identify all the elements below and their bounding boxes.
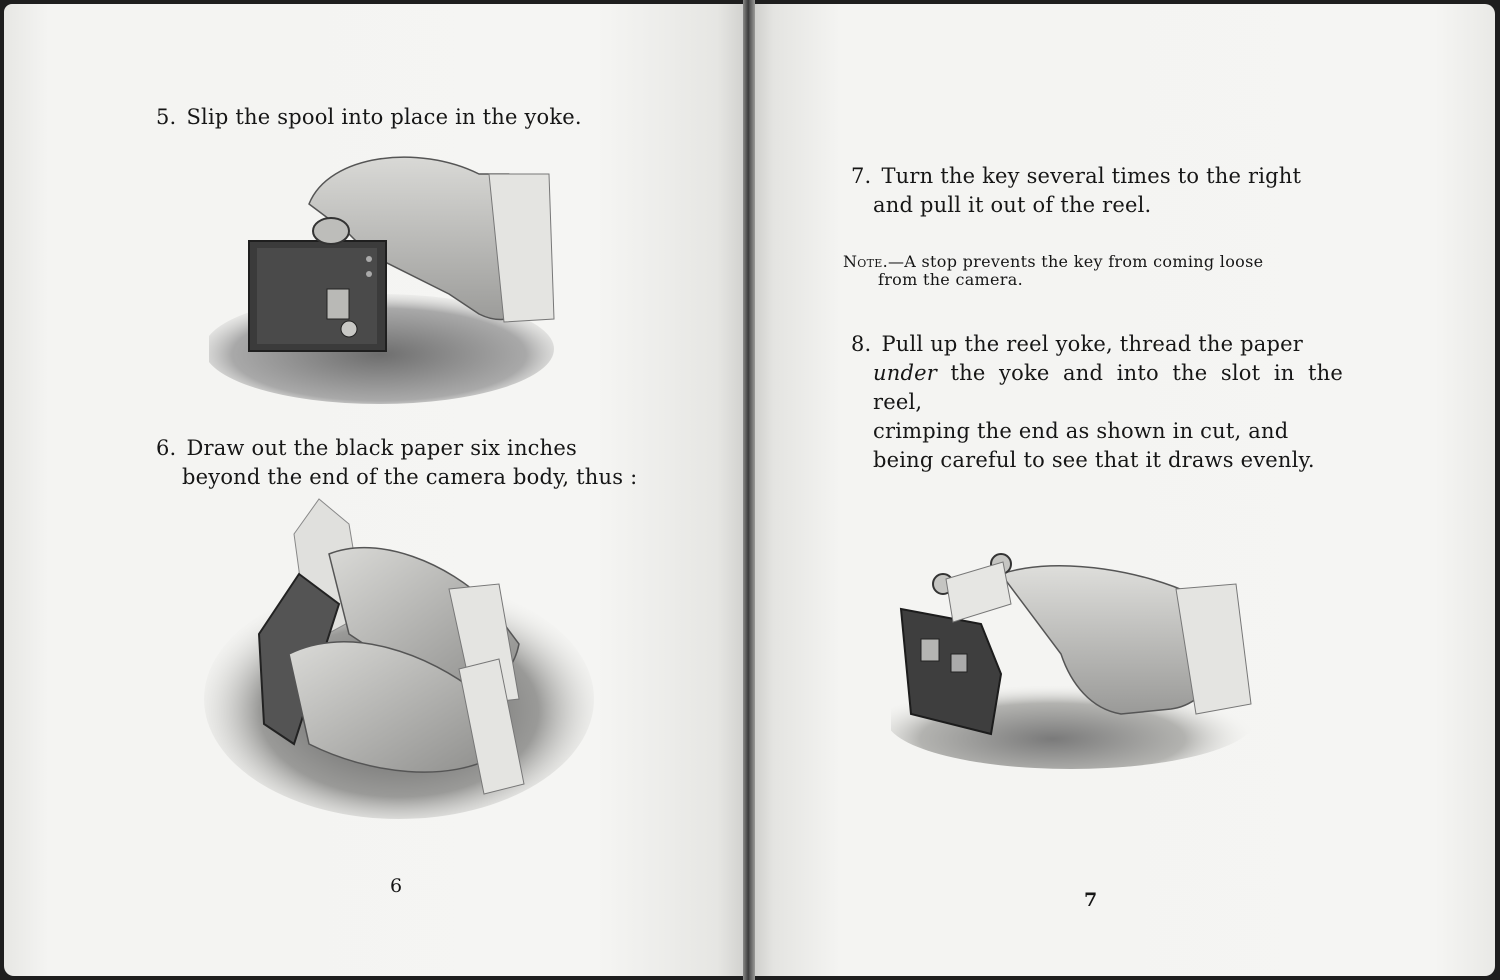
step-5-number: 5. [156,105,177,129]
step-8-line-4: being careful to see that it draws evenly. [873,448,1315,472]
step-8 [851,330,1343,475]
left-page [4,4,747,976]
step-5-text: Slip the spool into place in the yoke. [186,105,582,129]
step-8-line-1: 8. Pull up the reel yoke, thread the paper [851,332,1304,356]
step-7-number: 7. [851,164,872,188]
spool-insert-illustration [209,144,589,409]
book-gutter [743,0,755,980]
step-7 [851,162,1346,220]
step-8-line-3: crimping the end as shown in cut, and [873,419,1289,443]
note [843,253,1343,289]
right-page [751,4,1495,976]
note-label: Note.—A [843,252,917,271]
draw-paper-illustration [199,494,594,824]
step-6-number: 6. [156,436,177,460]
reel-thread-illustration [891,544,1291,774]
step-6-line-1: 6. Draw out the black paper six inches [156,436,577,460]
note-line-2: from the camera. [878,270,1023,289]
step-7-line-1: 7. Turn the key several times to the right [851,164,1302,188]
note-line-1: Note.—A stop prevents the key from coming loose [843,252,1264,271]
page-number-6: 6 [390,875,403,897]
page-number-7: 7 [1084,889,1098,911]
step-6-line-2: beyond the end of the camera body, thus : [182,465,638,489]
step-7-line-2: and pull it out of the reel. [873,193,1152,217]
step-5 [156,103,626,132]
step-8-line-2: under the yoke and into the slot in the reel, [873,361,1343,414]
step-8-italic-under: under [873,361,937,385]
step-8-number: 8. [851,332,872,356]
step-6 [156,434,648,492]
